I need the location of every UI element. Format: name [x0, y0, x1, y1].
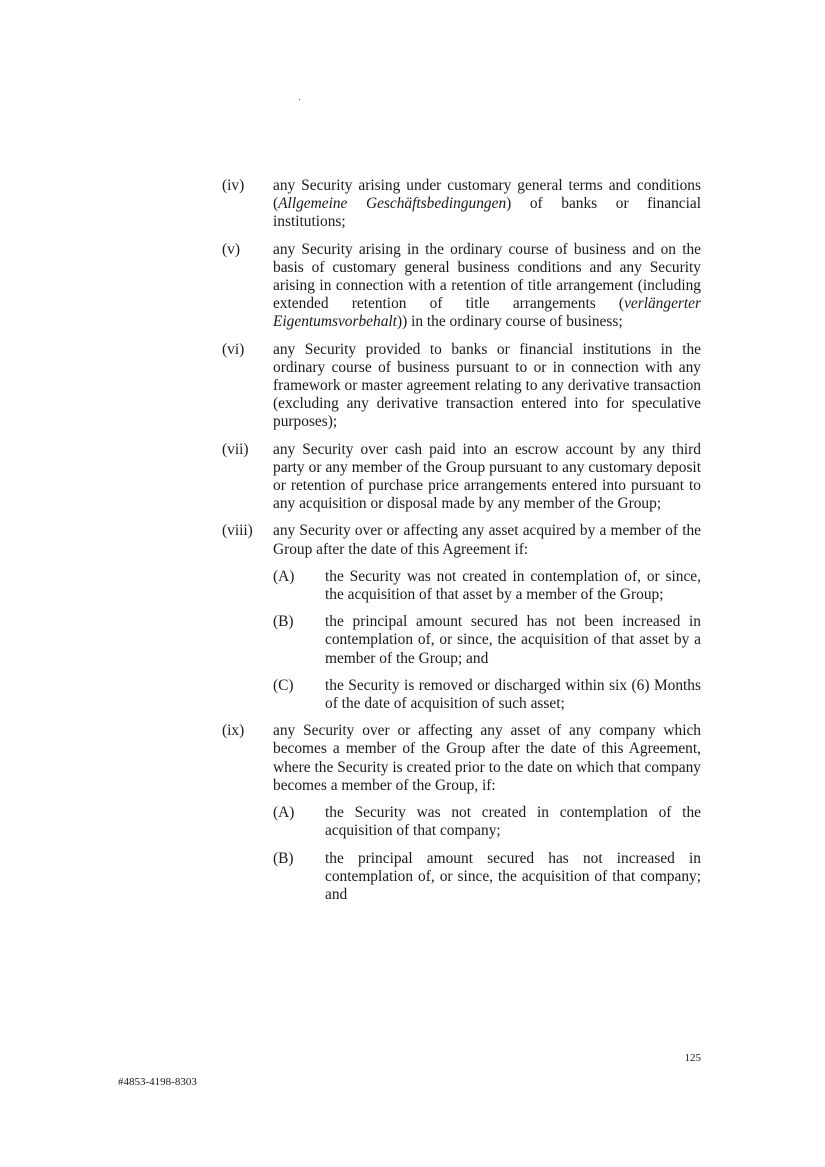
clause-iv	[222, 177, 701, 232]
subclause-number: (B)	[273, 849, 294, 867]
subclause-number: (B)	[273, 613, 294, 631]
clause-viii	[222, 522, 701, 713]
subclause-a	[273, 804, 701, 840]
clause-lead-text: any Security over or affecting any asset acquired by a member of the Group after the date of this Agreement if:	[273, 522, 701, 558]
clause-body	[273, 722, 701, 904]
subclause-number: (A)	[273, 567, 295, 585]
subclause-c	[273, 677, 701, 713]
clause-number: (ix)	[222, 722, 245, 740]
clause-text: any Security arising in the ordinary course of business and on the basis of customary general business conditions and any Security arising in connection with a retention of title arrangement (including extended retention of title arrangements (verlängerter Eigentumsvorbehalt)) in the ordinary course of business;	[273, 240, 701, 331]
subclause-text: the Security was not created in contemplation of the acquisition of that company;	[325, 804, 701, 840]
clause-text: any Security arising under customary general terms and conditions (Allgemeine Geschäftsbedingungen) of banks or financial institutions;	[273, 177, 701, 231]
clause-number: (vi)	[222, 340, 245, 358]
clause-list	[222, 177, 701, 913]
clause-v	[222, 241, 701, 332]
subclause-text: the Security is removed or discharged within six (6) Months of the date of acquisition of such asset;	[325, 676, 701, 713]
german-term: verlängerter Eigentumsvorbehalt	[273, 295, 701, 331]
clause-number: (viii)	[222, 522, 253, 540]
subclause-number: (A)	[273, 804, 295, 822]
subclause-text: the principal amount secured has not increased in contemplation of, or since, the acquisition of that company; and	[325, 849, 701, 903]
clause-text: any Security over cash paid into an escrow account by any third party or any member of the Group pursuant to any customary deposit or retention of purchase price arrangements entered into pursuant to any acquisition or disposal made by any member of the Group;	[273, 440, 701, 513]
clause-body	[273, 522, 701, 713]
subclause-text: the Security was not created in contemplation of, or since, the acquisition of that asset by a member of the Group;	[325, 567, 701, 604]
clause-number: (vii)	[222, 440, 249, 458]
clause-vii	[222, 441, 701, 514]
clause-ix	[222, 722, 701, 904]
page-number: 125	[684, 1052, 701, 1064]
clause-number: (v)	[222, 240, 240, 258]
document-reference: #4853-4198-8303	[118, 1076, 197, 1088]
subclause-b	[273, 850, 701, 905]
subclause-a	[273, 568, 701, 604]
subclause-number: (C)	[273, 676, 294, 694]
subclause-text: the principal amount secured has not been increased in contemplation of, or since, the acquisition of that asset by a member of the Group; and	[325, 613, 701, 667]
clause-lead-text: any Security over or affecting any asset of any company which becomes a member of the Group after the date of this Agreement, where the Security is created prior to the date on which that company becomes a member of the Group, if:	[273, 722, 701, 794]
subclause-b	[273, 613, 701, 668]
clause-text: any Security provided to banks or financial institutions in the ordinary course of business pursuant to or in connection with any framework or master agreement relating to any derivative transaction (excluding any derivative transaction entered into for speculative purposes);	[273, 340, 701, 431]
german-term: Allgemeine Geschäftsbedingungen	[278, 195, 507, 213]
clause-vi	[222, 341, 701, 432]
clause-number: (iv)	[222, 177, 245, 194]
stray-mark	[299, 99, 300, 100]
